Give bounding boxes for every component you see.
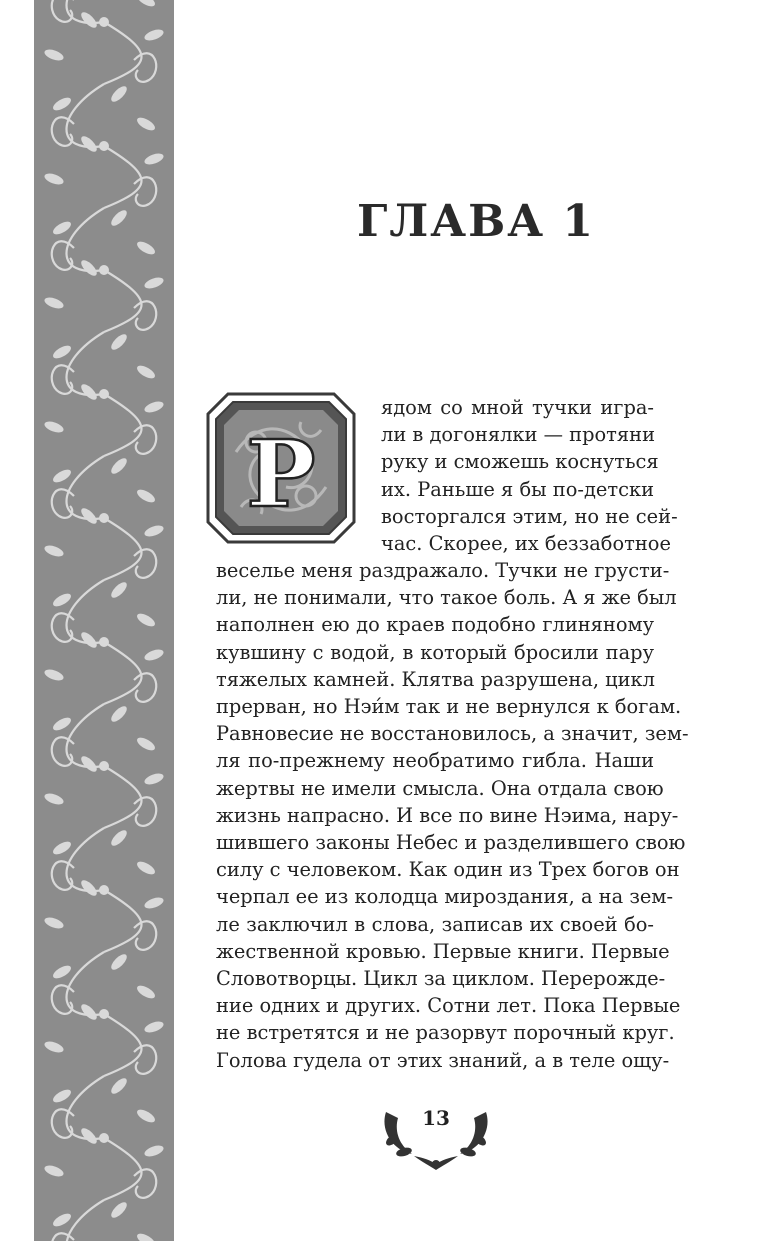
text-line: ли в догонялки — протяни [381, 423, 655, 447]
text-line: наполнен ею до краев подобно глиняному [216, 613, 654, 637]
floral-ornament-band [34, 0, 174, 1241]
text-line: Равновесие не восстановилось, а значит, зем- [216, 722, 689, 746]
paragraph-body [216, 557, 689, 1074]
text-line: час. Скорее, их беззаботное [381, 532, 671, 556]
dropcap [206, 392, 356, 544]
text-line: Голова гудела от этих знаний, а в теле ощу- [216, 1048, 670, 1072]
text-line: ние одних и других. Сотни лет. Пока Первые [216, 994, 681, 1018]
page-number-ornament [378, 1100, 494, 1180]
text-line: ле заключил в слова, записав их своей бо- [216, 912, 654, 936]
text-line: шившего законы Небес и разделившего свою [216, 831, 686, 855]
dropcap-letter: Р [246, 420, 316, 528]
text-line: руку и сможешь коснуться [381, 450, 659, 474]
text-line: силу с человеком. Как один из Трех богов он [216, 858, 680, 882]
text-line: ля по-прежнему необратимо гибла. Наши [216, 749, 654, 773]
text-line: тяжелых камней. Клятва разрушена, цикл [216, 667, 655, 691]
text-line: не встретятся и не разорвут порочный круг. [216, 1021, 675, 1045]
text-line: черпал ее из колодца мироздания, а на зем- [216, 885, 674, 909]
text-line: восторгался этим, но не сей- [381, 504, 678, 528]
text-line: прерван, но Нэи́м так и не вернулся к богам. [216, 695, 682, 719]
dropcap-frame-icon [206, 392, 356, 544]
page-number: 13 [422, 1106, 450, 1130]
text-line: жественной кровью. Первые книги. Первые [216, 939, 670, 963]
paragraph-wrapped-lines [381, 394, 678, 557]
text-line: Словотворцы. Цикл за циклом. Перерожде- [216, 967, 666, 991]
text-line: кувшину с водой, в который бросили пару [216, 640, 654, 664]
text-line: ли, не понимали, что такое боль. А я же был [216, 586, 677, 610]
chapter-title: ГЛАВА 1 [356, 196, 596, 247]
text-line: жизнь напрасно. И все по вине Нэима, нару- [216, 803, 679, 827]
text-line: веселье меня раздражало. Тучки не грусти- [216, 559, 670, 582]
text-line: ядом со мной тучки игра- [381, 396, 654, 419]
text-line: их. Раньше я бы по-детски [381, 477, 654, 501]
text-line: жертвы не имели смысла. Она отдала свою [216, 776, 664, 800]
floral-ornament-icon [34, 0, 174, 1241]
